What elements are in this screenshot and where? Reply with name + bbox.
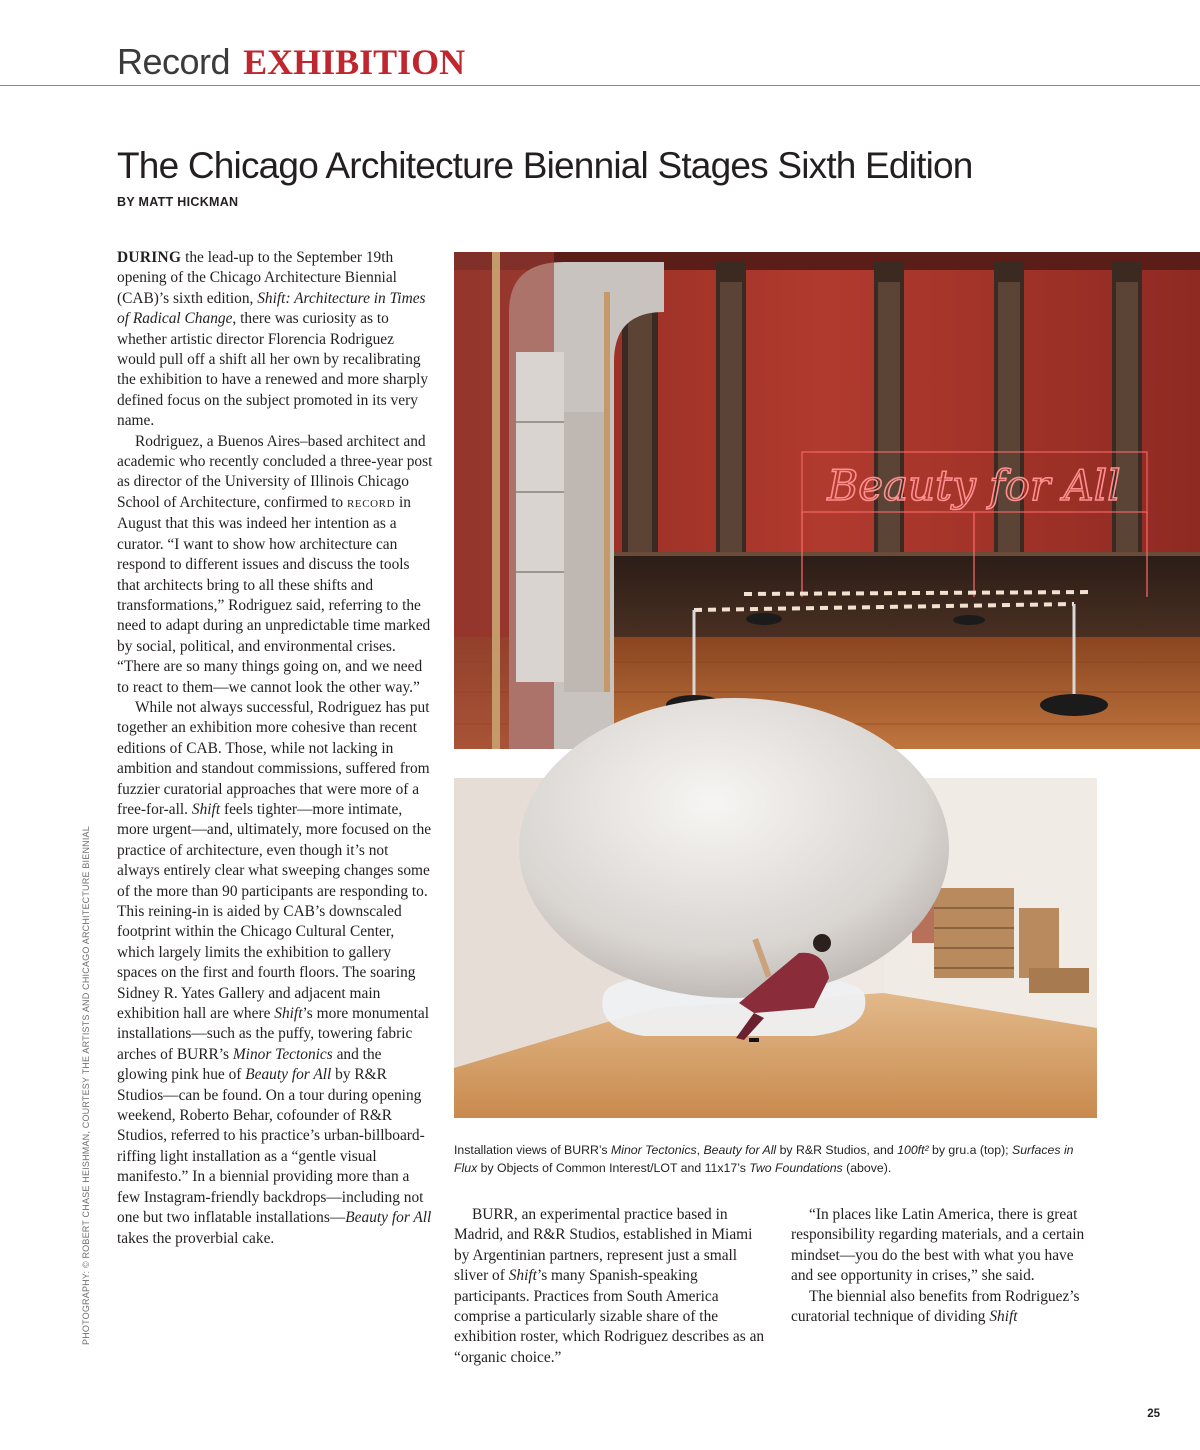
gallery-illustration-top [454,252,1200,749]
byline: BY MATT HICKMAN [117,195,239,209]
section-header [117,40,465,84]
paragraph-2: Rodriguez, a Buenos Aires–based architect and academic who recently concluded a three-year post as director of the University of Illinois Chicago School of Architecture, confirmed to RECORD in August that this was indeed her intention as a curator. “I want to show how architecture can respond to different issues and discuss the tools that architects bring to all these shifts and transformations,” Rodriguez said, referring to the need to adapt during an unpredictable time marked by social, political, and environmental crises. “There are so many things going on, and we need to react to them—we cannot look the other way.” [117,432,433,696]
body-column-1 [117,248,433,1249]
photo-beauty-for-all [454,252,1200,749]
neon-sign: Beauty for All [827,461,1121,510]
gallery-illustration-bottom [454,778,1097,1118]
paragraph-1: DURING the lead-up to the September 19th opening of the Chicago Architecture Biennial (CAB)’s sixth edition, Shift: Architecture in Times of Radical Change, there was curiosity as to whether artistic director Florencia Rodriguez would pull off a shift all her own by recalibrating the exhibition to have a renewed and more sharply defined focus on the subject promoted in its very name. [117,249,429,430]
lead-word: DURING [117,249,182,266]
record-smallcaps: RECORD [346,497,396,510]
paragraph-6: The biennial also benefits from Rodriguez’s curatorial technique of dividing Shift [791,1287,1080,1326]
section-prefix: Record [117,41,231,82]
photo-credit: PHOTOGRAPHY: © ROBERT CHASE HEISHMAN, COURTESY THE ARTISTS AND CHICAGO ARCHITECTURE BIENNIAL [81,826,91,1345]
section-name: EXHIBITION [243,42,466,82]
paragraph-3: While not always successful, Rodriguez has put together an exhibition more cohesive than recent editions of CAB. Those, while not lacking in ambition and standout commissions, suffered from fuzzier curatorial approaches that were more of a free-for-all. Shift feels tighter—more intimate, more urgent—and, ultimately, more focused on the practice of architecture, even though it’s not always entirely clear what sweeping changes some of the more than 90 participants are responding to. This reining-in is aided by CAB’s downscaled footprint within the Chicago Cultural Center, which largely limits the exhibition to gallery spaces on the first and fourth floors. The soaring Sidney R. Yates Gallery and adjacent main exhibition hall are where Shift’s more monumental installations—such as the puffy, towering fabric arches of BURR’s Minor Tectonics and the glowing pink hue of Beauty for All by R&R Studios—can be found. On a tour during opening weekend, Roberto Behar, cofounder of R&R Studios, referred to his practice’s urban-billboard-riffing light installation as a “gentle visual manifesto.” In a biennial providing more than a few Instagram-friendly backdrops—including not one but two inflatable installations—Beauty for All takes the proverbial cake. [117,698,432,1247]
body-column-2 [454,1205,768,1366]
header-divider [0,85,1200,86]
page-number: 25 [1147,1408,1160,1420]
article-title: The Chicago Architecture Biennial Stages Sixth Edition [117,145,973,186]
photo-caption: Installation views of BURR’s Minor Tectonics, Beauty for All by R&R Studios, and 100ft² by gru.a (top); Surfaces in Flux by Objects of Common Interest/LOT and 11x17’s Two Foundations (above). [454,1143,1074,1175]
paragraph-4: BURR, an experimental practice based in Madrid, and R&R Studios, established in Miami by Argentinian partners, represent just a small sliver of Shift’s many Spanish-speaking participants. Practices from South America comprise a particularly sizable share of the exhibition roster, which Rodriguez describes as an “organic choice.” [454,1206,765,1366]
photo-surfaces-in-flux [454,778,1097,1118]
paragraph-5: “In places like Latin America, there is great responsibility regarding materials, and a certain mindset—you do the best with what you have and see opportunity in crises,” she said. [791,1206,1085,1285]
body-column-3 [791,1205,1098,1327]
